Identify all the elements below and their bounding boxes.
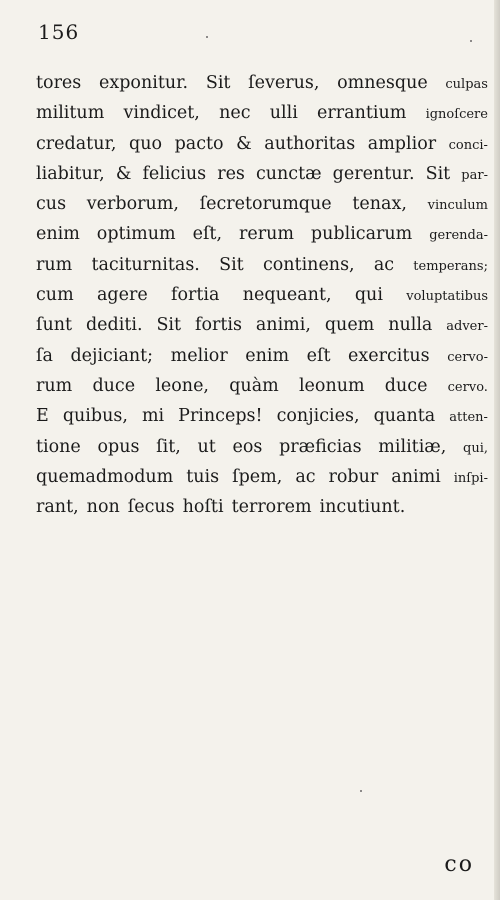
word: melior [170,345,228,366]
word: exercitus [348,345,430,366]
word: quanta [373,406,436,427]
word: quem [324,315,375,336]
word: ſit, [156,436,181,457]
word: Sit [425,163,451,184]
word: felicius [142,163,207,184]
word: eſt [306,345,331,366]
word: E [36,406,49,427]
word: tores [36,73,82,93]
word: ſeverus, [248,73,320,93]
word: errantium [317,103,407,124]
text-line [36,73,488,103]
word: cus [36,194,67,215]
word: ſpem, [232,466,283,487]
page-number: 156 [38,20,80,44]
word: animi [391,466,441,487]
word: duce [384,375,428,396]
word: tenax, [352,194,407,215]
word: liabitur, [36,163,105,184]
paper-speck [470,40,472,42]
word: Princeps! [178,406,263,427]
word: conjicies, [276,406,360,427]
word: cervo- [447,349,488,365]
word: par- [461,167,488,183]
text-line [36,164,488,194]
word: quo [129,133,163,154]
text-line [36,285,488,315]
word: incutiunt. [319,497,406,518]
word: & [115,163,132,184]
word: fortis [194,315,242,336]
word: hoſti [182,497,224,518]
word: ignoſcere [425,107,488,123]
word: verborum, [86,194,179,215]
word: quibus, [62,406,128,427]
word: nec [219,103,251,124]
word: atten- [449,410,488,426]
word: inſpi- [453,470,488,486]
paper-speck [360,790,362,792]
word: tione [36,436,81,457]
word: leonum [298,375,365,396]
word: culpas [445,77,488,92]
word: optimum [96,224,176,245]
paper-speck [206,36,208,38]
word: ſecus [127,497,175,518]
text-line [36,467,488,497]
text-line [36,194,488,224]
word: Sit [156,315,182,336]
word: robur [328,466,379,487]
word: taciturnitas. [91,254,200,275]
text-line [36,134,488,164]
word: ſecretorumque [199,194,332,215]
text-line [36,315,488,345]
word: opus [97,436,140,457]
word: ut [197,436,216,457]
text-line [36,346,488,376]
word: ulli [269,103,298,124]
page-edge-shadow [494,0,500,900]
word: Sit [205,73,231,93]
word: enim [36,224,80,245]
word: vindicet, [123,103,200,124]
word: adver- [446,319,488,335]
word: tuis [186,466,220,487]
word: ac [295,466,316,487]
word: qui [354,285,383,306]
word: credatur, [36,133,117,154]
word: temperans; [413,258,488,274]
word: & [236,133,252,154]
word: dejiciant; [70,345,154,366]
word: terrorem [231,497,312,518]
word: cervo. [447,379,488,395]
text-line [36,103,488,133]
word: agere [96,285,148,306]
word: non [86,497,120,518]
word: publicarum [310,224,413,245]
word: duce [92,375,136,396]
word: vinculum [427,198,488,214]
catchword: co [444,852,474,877]
word: nequeant, [242,285,332,306]
word: qui, [463,440,488,456]
word: eſt, [192,224,223,245]
word: ſunt [36,315,73,336]
text-line [36,376,488,406]
word: conci- [448,137,488,153]
word: enim [245,345,290,366]
word: ac [373,254,395,275]
word: præficias [279,436,362,457]
text-line [36,497,488,527]
word: cum [36,285,74,306]
word: militum [36,103,105,124]
word: dediti. [85,315,143,336]
word: Sit [219,254,244,275]
word: authoritas [264,133,356,154]
text-line [36,224,488,254]
word: mi [141,406,165,427]
word: nulla [388,315,433,336]
word: quàm [229,375,279,396]
word: gerenda- [429,228,488,244]
text-line [36,255,488,285]
word: omnesque [337,73,428,93]
word: quemadmodum [36,466,174,487]
word: rant, [36,497,79,518]
word: pacto [174,133,224,154]
word: exponitur. [98,73,189,93]
word: leone, [155,375,209,396]
word: rum [36,375,73,396]
word: amplior [367,133,437,154]
word: militiæ, [378,436,447,457]
word: gerentur. [332,163,415,184]
word: cunctæ [255,163,322,184]
word: res [217,163,245,184]
word: fortia [171,285,220,306]
word: ſa [36,345,53,366]
body-text [36,73,488,527]
word: animi, [255,315,311,336]
text-line [36,406,488,436]
word: continens, [262,254,355,275]
word: eos [232,436,263,457]
word: voluptatibus [406,289,488,305]
word: rum [36,254,73,275]
text-line [36,437,488,467]
word: rerum [239,224,294,245]
